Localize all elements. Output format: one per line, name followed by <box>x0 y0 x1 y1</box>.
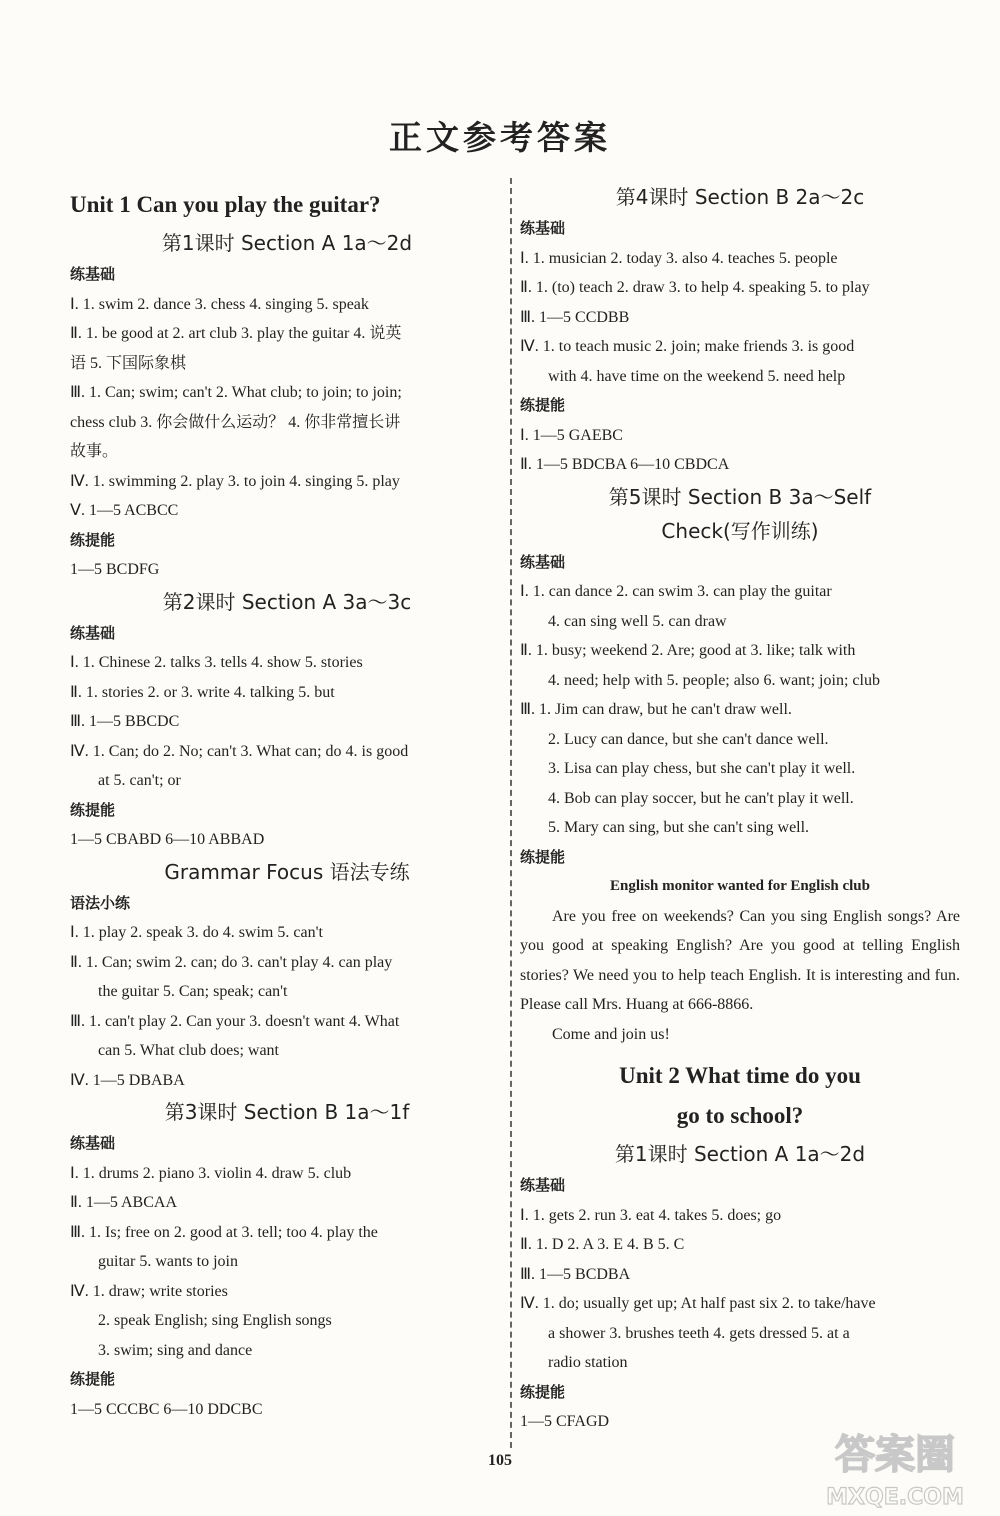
answer-line: Ⅲ. 1. Can; swim; can't 2. What club; to join; to join; <box>70 384 402 401</box>
answer-line: 3. Lisa can play chess, but she can't play it well. <box>548 760 856 777</box>
answer-line: 1—5 CCCBC 6—10 DDCBC <box>70 1400 263 1418</box>
section-label: 练基础 <box>520 552 566 571</box>
section-label: 练提能 <box>70 530 116 549</box>
lesson-heading: Check(写作训练) <box>661 518 819 543</box>
answer-line: 4. Bob can play soccer, but he can't play it well. <box>548 789 854 807</box>
section-label: 练提能 <box>70 1370 116 1388</box>
essay-closing: Come and join us! <box>552 1025 670 1043</box>
answer-line: 4. need; help with 5. people; also 6. want; join; club <box>548 671 880 689</box>
watermark-url: MXQE.COM <box>826 1485 964 1510</box>
answer-line: Ⅳ. 1. draw; write stories <box>70 1282 228 1300</box>
answer-line: 2. speak English; sing English songs <box>98 1312 332 1329</box>
answer-line: chess club 3. 你会做什么运动？ 4. 你非常擅长讲 <box>70 413 401 431</box>
section-label: 练基础 <box>70 265 116 283</box>
section-label: 练提能 <box>520 1382 566 1401</box>
section-label: 练基础 <box>70 623 116 642</box>
page-title: 正文参考答案 <box>389 118 611 157</box>
answer-line: guitar 5. wants to join <box>98 1253 238 1270</box>
answer-line: Ⅲ. 1—5 CCDBB <box>520 308 630 326</box>
essay-title: English monitor wanted for English club <box>610 878 870 894</box>
lesson-heading: 第3课时 Section B 1a～1f <box>164 1100 410 1124</box>
answer-line: Ⅱ. 1. (to) teach 2. draw 3. to help 4. speaking 5. to play <box>520 279 870 296</box>
answer-line: 3. swim; sing and dance <box>98 1341 253 1359</box>
right-answer-list-top <box>520 180 960 872</box>
answer-line: Ⅱ. 1. be good at 2. art club 3. play the guitar 4. 说英 <box>70 325 402 342</box>
left-answer-list <box>70 226 504 1424</box>
answer-line: 1—5 BCDFG <box>70 561 160 578</box>
answer-line: 2. Lucy can dance, but she can't dance well. <box>548 730 829 748</box>
answer-line: Ⅲ. 1—5 BCDBA <box>520 1265 631 1283</box>
lesson-heading: 第1课时 Section A 1a～2d <box>161 231 413 255</box>
section-label: 练提能 <box>70 800 116 819</box>
answer-line: Ⅲ. 1. Is; free on 2. good at 3. tell; too 4. play the <box>70 1223 378 1241</box>
answer-line: Ⅱ. 1. Can; swim 2. can; do 3. can't play 4. can play <box>70 953 393 971</box>
section-label: 练基础 <box>520 219 566 237</box>
answer-line: Ⅱ. 1. D 2. A 3. E 4. B 5. C <box>520 1236 685 1253</box>
answer-line: radio station <box>548 1354 628 1371</box>
answer-line: 4. can sing well 5. can draw <box>548 612 727 630</box>
answer-line: Ⅳ. 1—5 DBABA <box>70 1071 185 1089</box>
section-label: 练基础 <box>70 1134 116 1152</box>
right-column <box>520 180 960 1437</box>
left-column <box>70 180 504 1424</box>
section-label: 练提能 <box>520 396 566 414</box>
answer-line: at 5. can't; or <box>98 772 181 789</box>
answer-line: a shower 3. brushes teeth 4. gets dressed 5. at a <box>548 1324 850 1342</box>
answer-line: 故事。 <box>70 443 119 460</box>
unit-1-title: Unit 1 Can you play the guitar? <box>70 192 381 217</box>
answer-line: Ⅴ. 1—5 ACBCC <box>70 502 179 519</box>
lesson-heading: Grammar Focus 语法专练 <box>164 859 410 884</box>
watermark-logo <box>800 1420 990 1510</box>
answer-line: Ⅲ. 1. can't play 2. Can your 3. doesn't want 4. What <box>70 1012 400 1030</box>
answer-line: Ⅰ. 1. play 2. speak 3. do 4. swim 5. can't <box>70 924 323 941</box>
unit-2-title-line2: go to school? <box>676 1103 804 1128</box>
answer-line: Ⅳ. 1. Can; do 2. No; can't 3. What can; do 4. is good <box>70 742 409 760</box>
answer-line: with 4. have time on the weekend 5. need help <box>548 367 846 385</box>
answer-line: can 5. What club does; want <box>98 1042 279 1059</box>
lesson-heading: 第2课时 Section A 3a～3c <box>162 589 412 614</box>
answer-line: Ⅲ. 1—5 BBCDC <box>70 713 180 730</box>
answer-line: Ⅱ. 1. stories 2. or 3. write 4. talking 5. but <box>70 683 335 701</box>
answer-line: Ⅳ. 1. do; usually get up; At half past six 2. to take/have <box>520 1295 876 1312</box>
answer-line: Ⅱ. 1—5 BDCBA 6—10 CBDCA <box>520 456 730 473</box>
essay-paragraph: Are you free on weekends? Can you sing English songs? Are you good at speaking English? Are you good at telling English stories? We need you to help teach English. It is interesting and fun. Please call Mrs. Huang at 666-8866. <box>520 907 960 1013</box>
section-label: 练提能 <box>520 847 566 866</box>
lesson-heading: 第4课时 Section B 2a～2c <box>615 185 865 209</box>
answer-line: Ⅰ. 1—5 GAEBC <box>520 426 623 444</box>
lesson-heading: 第5课时 Section B 3a～Self <box>608 484 872 509</box>
section-label: 练基础 <box>520 1176 566 1194</box>
answer-line: Ⅰ. 1. musician 2. today 3. also 4. teaches 5. people <box>520 249 838 267</box>
answer-line: Ⅱ. 1. busy; weekend 2. Are; good at 3. like; talk with <box>520 642 856 659</box>
answer-line: Ⅲ. 1. Jim can draw, but he can't draw well. <box>520 701 792 718</box>
answer-line: Ⅳ. 1. to teach music 2. join; make friends 3. is good <box>520 338 855 355</box>
unit-2-title-line1: Unit 2 What time do you <box>619 1063 861 1088</box>
watermark-text: 答案圈 <box>835 1432 955 1478</box>
answer-line: Ⅰ. 1. Chinese 2. talks 3. tells 4. show 5. stories <box>70 654 363 671</box>
column-divider <box>510 178 512 1448</box>
page-number: 105 <box>488 1452 512 1469</box>
section-label: 语法小练 <box>70 893 131 912</box>
answer-line: the guitar 5. Can; speak; can't <box>98 983 288 1000</box>
answer-line: 1—5 CFAGD <box>520 1413 610 1430</box>
answer-line: 5. Mary can sing, but she can't sing well. <box>548 819 810 836</box>
answer-line: Ⅰ. 1. drums 2. piano 3. violin 4. draw 5. club <box>70 1164 352 1182</box>
answer-line: 1—5 CBABD 6—10 ABBAD <box>70 831 265 848</box>
answer-line: 语 5. 下国际象棋 <box>70 354 187 372</box>
answer-line: Ⅰ. 1. swim 2. dance 3. chess 4. singing 5. speak <box>70 295 369 313</box>
right-answer-list-bottom <box>520 1137 960 1437</box>
answer-line: Ⅰ. 1. gets 2. run 3. eat 4. takes 5. does; go <box>520 1206 782 1224</box>
lesson-heading: 第1课时 Section A 1a～2d <box>614 1142 866 1166</box>
answer-line: Ⅳ. 1. swimming 2. play 3. to join 4. singing 5. play <box>70 472 400 490</box>
answer-line: Ⅰ. 1. can dance 2. can swim 3. can play the guitar <box>520 583 832 600</box>
answer-line: Ⅱ. 1—5 ABCAA <box>70 1194 177 1211</box>
